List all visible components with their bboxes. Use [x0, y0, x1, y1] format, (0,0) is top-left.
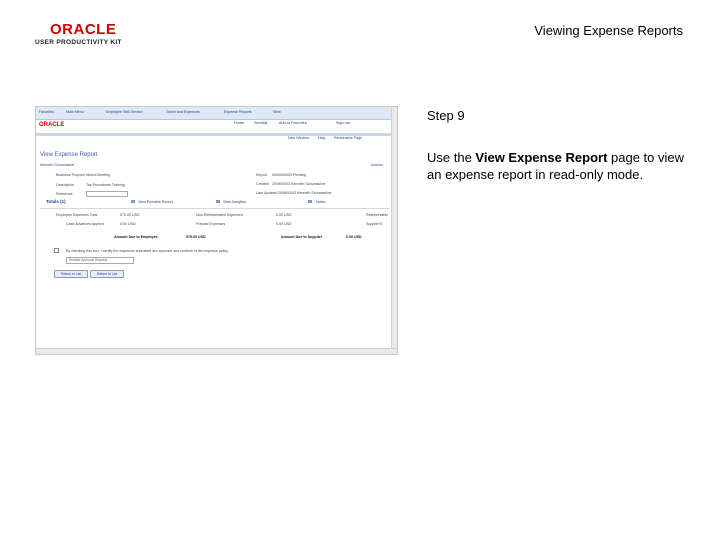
- employee-name: Kenneth Schumacher: [40, 163, 75, 167]
- non-reimbursable-value: 0.00 USD: [276, 213, 292, 217]
- amount-due-employee-value: 575.00 USD: [186, 235, 206, 239]
- amount-due-employee-label: Amount Due to Employee: [114, 235, 158, 239]
- toolbar-personalize[interactable]: Personalize Page: [334, 136, 363, 140]
- certify-checkbox[interactable]: [54, 248, 59, 253]
- application-screenshot: [35, 106, 398, 355]
- nav-view[interactable]: View: [273, 110, 281, 114]
- prepaid-expenses-label: Prepaid Expenses: [196, 222, 226, 226]
- nav-travel-expenses[interactable]: Travel and Expenses: [166, 110, 200, 114]
- step-number: Step 9: [427, 108, 465, 123]
- view-printable-report-link[interactable]: View Printable Report: [138, 200, 173, 204]
- link-worklist[interactable]: Worklist: [254, 121, 268, 125]
- last-updated-value: 2008/03/03 Kenneth Schumacher: [278, 191, 332, 195]
- employee-expenses-total-value: 575.00 USD: [120, 213, 140, 217]
- cash-advances-label: Cash Advances Applied: [66, 222, 104, 226]
- oracle-logo-text: ORACLE: [50, 21, 117, 38]
- employee-expenses-total-label: Employee Expenses Total: [56, 213, 98, 217]
- view-analytics-link[interactable]: View Analytics: [223, 200, 246, 204]
- supplier-label: Supplier E: [366, 222, 383, 226]
- report-label: Report: [256, 173, 267, 177]
- reimbursable-label: Reimbursable: [366, 213, 389, 217]
- description-value: Tax Procedures Training: [86, 183, 125, 187]
- return-to-list-button-left[interactable]: Return to List: [54, 270, 88, 278]
- page-title: Viewing Expense Reports: [534, 23, 683, 38]
- description-label: Description: [56, 183, 74, 187]
- return-to-list-button-right[interactable]: Return to List: [90, 270, 124, 278]
- amount-due-supplier-label: Amount Due to Supplier: [281, 235, 323, 239]
- notes-icon: [308, 200, 312, 203]
- last-updated-label: Last Updated: [256, 191, 278, 195]
- actions-link[interactable]: Actions: [371, 163, 383, 167]
- instruction-suffix: page to view an expense report in read-only mode.: [427, 150, 685, 182]
- reference-label: Reference: [56, 192, 73, 196]
- non-reimbursable-label: Non-Reimbursable Expenses: [196, 213, 243, 217]
- nav-main-menu[interactable]: Main Menu: [66, 110, 84, 114]
- prepaid-expenses-value: 0.00 USD: [276, 222, 292, 226]
- report-value: 0000000000 Pending: [272, 173, 307, 177]
- nav-expense-reports[interactable]: Expense Reports: [224, 110, 252, 114]
- oracle-upk-logo: [35, 22, 125, 48]
- step-instruction: [427, 149, 692, 183]
- certify-text: By checking this box, I certify the expenses submitted are accurate and conform to the expense policy.: [66, 249, 229, 253]
- reference-field: [86, 191, 128, 197]
- vertical-scrollbar[interactable]: [391, 107, 397, 354]
- link-add-favorites[interactable]: Add to Favorites: [279, 121, 307, 125]
- link-home[interactable]: Home: [234, 121, 245, 125]
- totals-divider: [40, 208, 390, 209]
- cash-advances-value: 0.00 USD: [120, 222, 136, 226]
- created-value: 2008/03/03 Kenneth Schumacher: [272, 182, 326, 186]
- toolbar-new-window[interactable]: New Window: [288, 136, 309, 140]
- nav-employee-self-service[interactable]: Employee Self-Service: [106, 110, 143, 114]
- approval-request-field[interactable]: Related Approval Request: [66, 257, 134, 264]
- upk-logo-text: USER PRODUCTIVITY KIT: [35, 39, 122, 46]
- business-purpose-value: Attend Meeting: [86, 173, 111, 177]
- instruction-prefix: Use the: [427, 150, 476, 165]
- totals-section-label: Totals (1): [46, 199, 66, 204]
- notes-link[interactable]: Notes: [316, 200, 326, 204]
- app-logo: ORACLE: [39, 122, 65, 128]
- created-label: Created: [256, 182, 269, 186]
- horizontal-scrollbar[interactable]: [36, 348, 397, 354]
- nav-favorites[interactable]: Favorites: [39, 110, 54, 114]
- amount-due-supplier-value: 0.00 USD: [346, 235, 362, 239]
- instruction-page-name: View Expense Report: [475, 150, 608, 165]
- view-expense-report-title: View Expense Report: [40, 152, 98, 158]
- business-purpose-label: Business Purpose: [56, 173, 85, 177]
- breadcrumb-bar: [36, 107, 397, 120]
- analytics-icon: [216, 200, 220, 203]
- printer-icon: [131, 200, 135, 203]
- toolbar-help[interactable]: Help: [318, 136, 326, 140]
- link-sign-out[interactable]: Sign out: [336, 121, 350, 125]
